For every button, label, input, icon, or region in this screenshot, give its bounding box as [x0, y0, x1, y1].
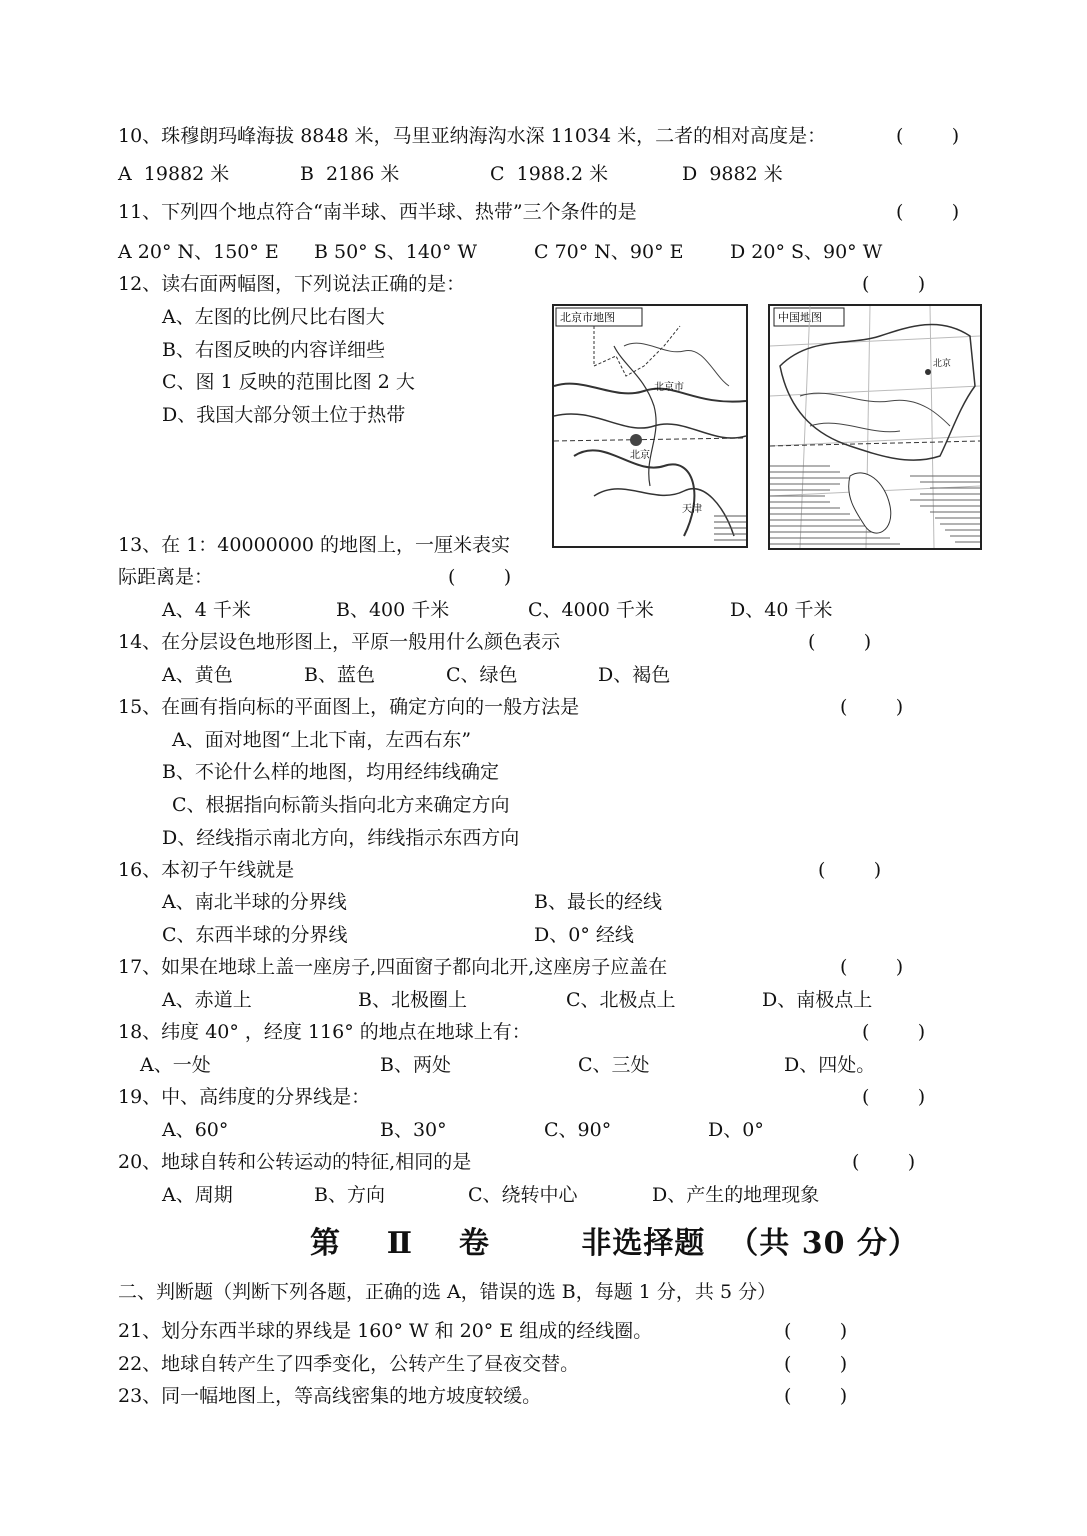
q16-stem: 16、本初子午线就是: [118, 859, 295, 881]
q13-option-b: B、400 千米: [336, 599, 450, 621]
q17-option-c: C、北极点上: [566, 989, 676, 1011]
q11-option-b: B 50° S、140° W: [314, 241, 478, 263]
q19-option-a: A、60°: [162, 1119, 229, 1141]
q16-answer-blank[interactable]: ( ): [818, 859, 882, 881]
q12-option-b: B、右图反映的内容详细些: [162, 339, 385, 361]
section-2-title: 第 Ⅱ 卷 非选择题 （共 30 分）: [310, 1226, 919, 1261]
q20-option-c: C、绕转中心: [468, 1184, 578, 1206]
q12-option-a: A、左图的比例尺比右图大: [162, 306, 385, 328]
map-left-label-beijing: 北京: [630, 450, 650, 461]
q17-stem: 17、如果在地球上盖一座房子,四面窗子都向北开,这座房子应盖在: [118, 956, 668, 978]
q20-option-b: B、方向: [314, 1184, 385, 1206]
q16-option-d: D、0° 经线: [534, 924, 634, 946]
q14-option-c: C、绿色: [446, 664, 518, 686]
q20-option-a: A、周期: [162, 1184, 233, 1206]
q22-answer-blank[interactable]: ( ): [784, 1353, 848, 1375]
q20-option-d: D、产生的地理现象: [652, 1184, 820, 1206]
q11-answer-blank[interactable]: ( ): [896, 201, 960, 223]
q13-option-c: C、4000 千米: [528, 599, 654, 621]
map-left-label-tianjin: 天津: [682, 504, 702, 515]
q10-stem: 10、珠穆朗玛峰海拔 8848 米，马里亚纳海沟水深 11034 米，二者的相对高度是：: [118, 125, 827, 147]
q19-stem: 19、中、高纬度的分界线是：: [118, 1086, 371, 1108]
q10-option-a: A 19882 米: [118, 163, 230, 185]
q17-option-b: B、北极圈上: [358, 989, 467, 1011]
q16-option-a: A、南北半球的分界线: [162, 891, 347, 913]
q18-option-a: A、一处: [140, 1054, 211, 1076]
q17-option-a: A、赤道上: [162, 989, 252, 1011]
q19-option-c: C、90°: [544, 1119, 612, 1141]
q12-answer-blank[interactable]: ( ): [862, 273, 926, 295]
q13-answer-blank[interactable]: ( ): [448, 566, 512, 588]
q14-option-d: D、褐色: [598, 664, 671, 686]
q23-stem: 23、同一幅地图上，等高线密集的地方坡度较缓。: [118, 1385, 542, 1407]
beijing-city-map: [552, 304, 748, 548]
q19-option-b: B、30°: [380, 1119, 447, 1141]
q12-option-c: C、图 1 反映的范围比图 2 大: [162, 371, 415, 393]
q13-option-a: A、4 千米: [162, 599, 251, 621]
q13-option-d: D、40 千米: [730, 599, 833, 621]
q13-stem-line2: 际距离是：: [118, 566, 214, 588]
q17-option-d: D、南极点上: [762, 989, 873, 1011]
q22-stem: 22、地球自转产生了四季变化，公转产生了昼夜交替。: [118, 1353, 580, 1375]
q21-answer-blank[interactable]: ( ): [784, 1320, 848, 1342]
q20-answer-blank[interactable]: ( ): [852, 1151, 916, 1173]
q10-option-d: D 9882 米: [682, 163, 783, 185]
q14-option-b: B、蓝色: [304, 664, 375, 686]
q16-option-b: B、最长的经线: [534, 891, 662, 913]
q15-answer-blank[interactable]: ( ): [840, 696, 904, 718]
q11-option-a: A 20° N、150° E: [118, 241, 279, 263]
map-left-title: 北京市地图: [560, 311, 615, 324]
q15-stem: 15、在画有指向标的平面图上，确定方向的一般方法是: [118, 696, 580, 718]
q14-option-a: A、黄色: [162, 664, 233, 686]
q10-answer-blank[interactable]: ( ): [896, 125, 960, 147]
q23-answer-blank[interactable]: ( ): [784, 1385, 848, 1407]
q16-option-c: C、东西半球的分界线: [162, 924, 348, 946]
q15-option-a: A、面对地图“上北下南，左西右东”: [172, 729, 472, 751]
q18-stem: 18、纬度 40° ，经度 116° 的地点在地球上有：: [118, 1021, 531, 1043]
q19-answer-blank[interactable]: ( ): [862, 1086, 926, 1108]
q13-stem-line1: 13、在 1：40000000 的地图上，一厘米表实: [118, 534, 511, 556]
section-2-instructions: 二、判断题（判断下列各题，正确的选 A，错误的选 B，每题 1 分，共 5 分）: [118, 1281, 777, 1303]
map-left-label-beijingshi: 北京市: [654, 382, 684, 393]
q18-option-c: C、三处: [578, 1054, 650, 1076]
q11-option-c: C 70° N、90° E: [534, 241, 684, 263]
q18-answer-blank[interactable]: ( ): [862, 1021, 926, 1043]
q18-option-b: B、两处: [380, 1054, 451, 1076]
q17-answer-blank[interactable]: ( ): [840, 956, 904, 978]
q18-option-d: D、四处。: [784, 1054, 876, 1076]
q11-option-d: D 20° S、90° W: [730, 241, 883, 263]
q14-answer-blank[interactable]: ( ): [808, 631, 872, 653]
q12-option-d: D、我国大部分领土位于热带: [162, 404, 406, 426]
q15-option-c: C、根据指向标箭头指向北方来确定方向: [172, 794, 510, 816]
q21-stem: 21、划分东西半球的界线是 160° W 和 20° E 组成的经线圈。: [118, 1320, 653, 1342]
map-right-label-beijing: 北京: [933, 359, 952, 369]
q19-option-d: D、0°: [708, 1119, 764, 1141]
q10-option-c: C 1988.2 米: [490, 163, 609, 185]
q11-stem: 11、下列四个地点符合“南半球、西半球、热带”三个条件的是: [118, 201, 637, 223]
q15-option-d: D、经线指示南北方向，纬线指示东西方向: [162, 827, 520, 849]
q10-option-b: B 2186 米: [300, 163, 400, 185]
q14-stem: 14、在分层设色地形图上，平原一般用什么颜色表示: [118, 631, 561, 653]
map-right-title: 中国地图: [778, 311, 822, 324]
q15-option-b: B、不论什么样的地图，均用经纬线确定: [162, 761, 499, 783]
q12-stem: 12、读右面两幅图，下列说法正确的是：: [118, 273, 466, 295]
china-map: [768, 304, 982, 550]
q20-stem: 20、地球自转和公转运动的特征,相同的是: [118, 1151, 472, 1173]
